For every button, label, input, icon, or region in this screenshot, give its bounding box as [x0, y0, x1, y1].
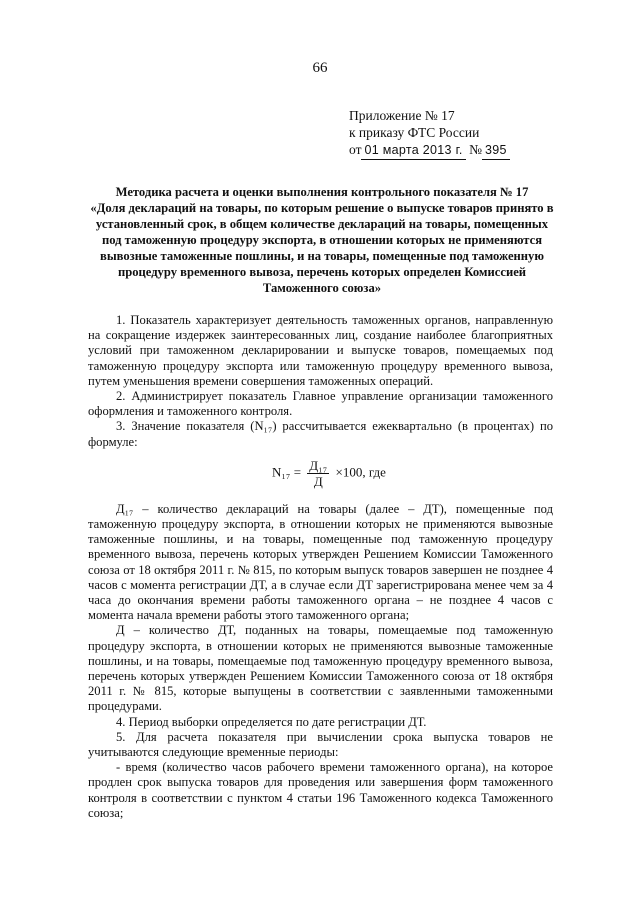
- title-line: процедуру временного вывоза, перечень которых определен Комиссией: [117, 265, 527, 279]
- document-title: [82, 184, 562, 296]
- paragraph-definition-d17: Д₁₇ – количество деклараций на товары (далее – ДТ), помещенные под таможенную процедуру экспорта, в отношении которых не применяются вывозные таможенные пошлины, и на товары, помещенные под таможенную процедуру временного вывоза, перечень которых утвержден Решением Комиссии Таможенного союза от 18 октября 2011 г. № 815, по которым выпуск товаров завершен не позднее 4 часов с момента регистрации ДТ, а в случае если ДТ зарегистрирована менее чем за 4 часа до окончания времени работы таможенного органа – не позднее 4 часов с момента начала времени работы этого таможенного органа;: [88, 501, 553, 623]
- paragraph-definition-d: Д – количество ДТ, поданных на товары, помещаемые под таможенную процедуру экспорта, в отношении которых не применяются вывозные таможенные пошлины, и на товары, помещаемые под таможенную процедуру временного вывоза, перечень которых утвержден Решением Комиссии Таможенного союза от 18 октября 2011 г. № 815, которые выпущены в соответствии с заявленными таможенными процедурами.: [88, 623, 553, 714]
- paragraph-5: 5. Для расчета показателя при вычислении срока выпуска товаров не учитываются следующие временные периоды:: [88, 729, 553, 760]
- formula-lhs: N₁₇: [272, 464, 291, 480]
- annex-title: Приложение № 17: [349, 108, 455, 123]
- annex-number-prefix: №: [469, 142, 482, 157]
- title-line: Таможенного союза»: [262, 281, 382, 295]
- title-line: вывозные таможенные пошлины, и на товары, помещенные под таможенную: [100, 249, 544, 263]
- formula: [88, 450, 553, 502]
- title-line: «Доля деклараций на товары, по которым решение о выпуске товаров принято в: [90, 201, 554, 215]
- annex-number-value: 395: [482, 142, 510, 160]
- annex-date-prefix: от: [349, 142, 362, 157]
- page-number: 66: [312, 60, 328, 76]
- title-line: под таможенную процедуру экспорта, в отношении которых не применяются: [101, 233, 543, 247]
- paragraph-5-item-1: - время (количество часов рабочего времени таможенного органа), на которое продлен срок выпуска товаров для проведения или завершения форм таможенного контроля в соответствии с пунктом 4 статьи 196 Таможенного кодекса Таможенного союза;: [88, 760, 553, 820]
- paragraph-2: 2. Администрирует показатель Главное управление организации таможенного оформления и таможенного контроля.: [88, 389, 553, 419]
- paragraph-3: 3. Значение показателя (N₁₇) рассчитывается ежеквартально (в процентах) по формуле:: [88, 419, 553, 449]
- paragraph-1: 1. Показатель характеризует деятельность таможенных органов, направленную на сокращение издержек заинтересованных лиц, создание наиболее благоприятных условий при таможенном декларировании и выпуске товаров, помещаемых под таможенную процедуру экспорта или таможенную процедуру временного вывоза, путем уменьшения времени совершения таможенных операций.: [88, 313, 553, 388]
- annex-block: [349, 107, 510, 160]
- title-line: Методика расчета и оценки выполнения контрольного показателя № 17: [115, 185, 529, 199]
- annex-date-value: 01 марта 2013 г.: [361, 142, 465, 160]
- annex-date-line: [349, 141, 510, 160]
- formula-equals: =: [293, 464, 302, 480]
- formula-denominator: Д: [313, 474, 323, 490]
- title-line: установленный срок, в общем количестве деклараций на товары, помещенных: [95, 217, 549, 231]
- paragraph-4: 4. Период выборки определяется по дате регистрации ДТ.: [116, 714, 427, 729]
- formula-tail: ×100, где: [335, 464, 386, 480]
- formula-numerator: Д₁₇: [309, 457, 328, 473]
- document-body: [88, 313, 553, 821]
- annex-order-ref: к приказу ФТС России: [349, 125, 480, 140]
- formula-fraction: [307, 458, 329, 489]
